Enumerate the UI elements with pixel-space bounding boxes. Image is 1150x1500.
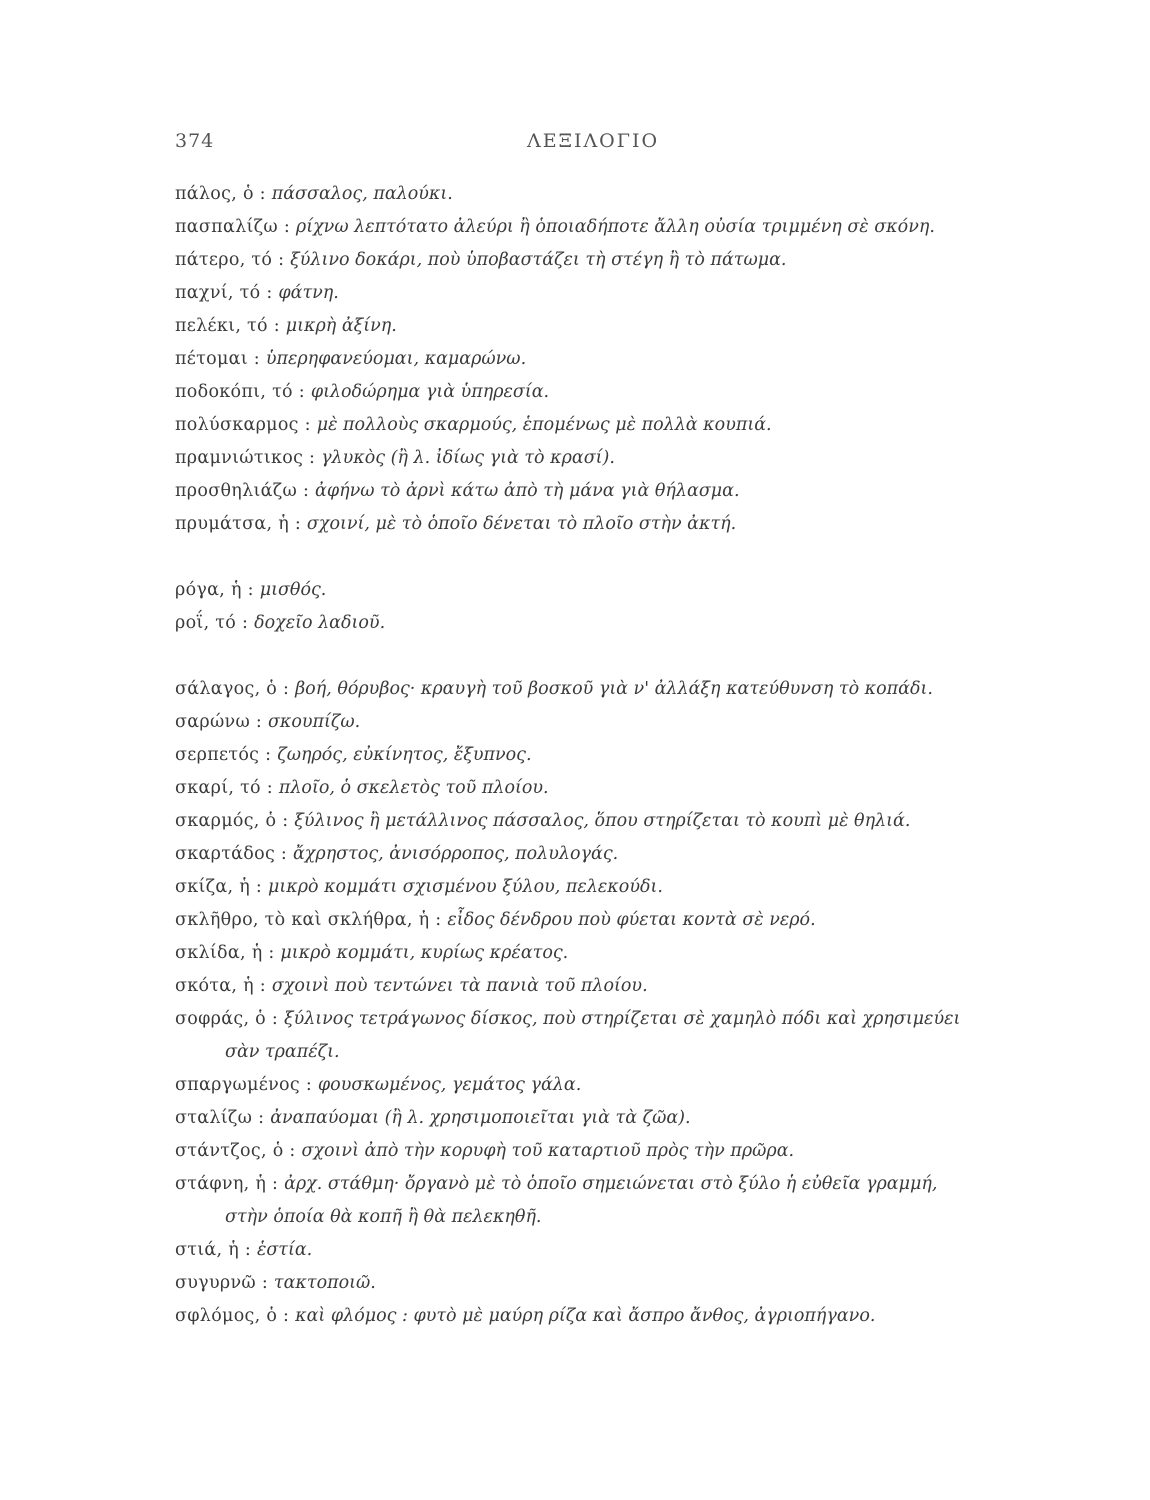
entry-definition: σχοινί, μὲ τὸ ὁποῖο δένεται τὸ πλοῖο στὴν ἀκτή. [306,514,737,534]
glossary-entry [175,442,1055,475]
entry-definition: πάσσαλος, παλούκι. [271,184,453,204]
entry-headword: πέτομαι : [175,349,266,369]
glossary-entry [175,1135,1055,1168]
entry-headword: ρόγα, ἡ : [175,580,260,600]
entry-headword: σφλόμος, ὁ : [175,1306,296,1326]
glossary-entry [175,904,1055,937]
entry-definition: σκουπίζω. [267,712,361,732]
entry-headword: ποδοκόπι, τό : [175,382,311,402]
entry-definition: μισθός. [259,580,327,600]
glossary-entry [175,475,1055,508]
entry-headword: πάλος, ὁ : [175,184,272,204]
glossary-entry [175,1234,1055,1267]
entry-headword: στάντζος, ὁ : [175,1141,302,1161]
entry-headword: σοφράς, ὁ : [175,1009,284,1029]
entry-headword: συγυρνῶ : [175,1273,274,1293]
entry-definition: ξύλινος ἢ μετάλλινος πάσσαλος, ὅπου στηρίζεται τὸ κουπὶ μὲ θηλιά. [294,811,911,831]
entry-headword: σκλίδα, ἡ : [175,943,281,963]
glossary-entry [175,1300,1055,1333]
glossary-entry [175,706,1055,739]
entry-definition: μὲ πολλοὺς σκαρμούς, ἑπομένως μὲ πολλὰ κουπιά. [316,415,772,435]
glossary-entry [175,937,1055,970]
entry-definition-continuation: σὰν τραπέζι. [225,1042,340,1062]
entry-headword: σκαρί, τό : [175,778,279,798]
entry-definition: τακτοποιῶ. [273,1273,376,1293]
glossary-entry [175,310,1055,343]
glossary-entry [175,871,1055,904]
entry-definition: ξύλινος τετράγωνος δίσκος, ποὺ στηρίζεται σὲ χαμηλὸ πόδι καὶ χρησιμεύει [283,1009,961,1029]
entry-headword: σκαρμός, ὁ : [175,811,295,831]
entry-headword: σκλῆθρο, τὸ καὶ σκλήθρα, ἡ : [175,910,448,930]
entry-definition-continuation: στὴν ὁποία θὰ κοπῆ ἢ θὰ πελεκηθῆ. [225,1207,542,1227]
entry-headword: παχνί, τό : [175,283,279,303]
glossary-entry [175,178,1055,211]
glossary-entry [175,1102,1055,1135]
glossary-entry [175,343,1055,376]
glossary-entry [175,277,1055,310]
entry-definition: σχοινὶ ποὺ τεντώνει τὰ πανιὰ τοῦ πλοίου. [271,976,648,996]
glossary-entry [175,607,1055,640]
glossary-entry [175,409,1055,442]
entry-definition: ἀρχ. στάθμη· ὄργανὸ μὲ τὸ ὁποῖο σημειώνεται στὸ ξύλο ἡ εὐθεῖα γραμμή, [284,1174,938,1194]
entry-headword: σκίζα, ἡ : [175,877,268,897]
entry-headword: σαρώνω : [175,712,268,732]
entry-definition: φουσκωμένος, γεμάτος γάλα. [317,1075,582,1095]
running-title: ΛΕΞΙΛΟΓΙΟ [527,130,660,152]
entry-headword: πρυμάτσα, ἡ : [175,514,307,534]
entry-definition: γλυκὸς (ἢ λ. ἰδίως γιὰ τὸ κρασί). [321,448,615,468]
glossary-entry [175,772,1055,805]
entry-definition: ἑστία. [256,1240,313,1260]
glossary-entry [175,244,1055,277]
entry-headword: σκότα, ἡ : [175,976,272,996]
glossary-entry [175,673,1055,706]
entry-headword: σκαρτάδος : [175,844,293,864]
entry-definition: ρίχνω λεπτότατο ἀλεύρι ἢ ὁποιαδήποτε ἄλλη οὐσία τριμμένη σὲ σκόνη. [295,217,935,237]
glossary-entry [175,574,1055,607]
entry-definition: φάτνη. [278,283,339,303]
entry-definition: φιλοδώρημα γιὰ ὑπηρεσία. [310,382,550,402]
glossary-entry [175,1267,1055,1300]
entry-headword: ροΐ, τό : [175,613,255,633]
entry-headword: πασπαλίζω : [175,217,296,237]
entry-headword: προσθηλιάζω : [175,481,316,501]
entry-definition: ξύλινο δοκάρι, ποὺ ὑποβαστάζει τὴ στέγη ἢ τὸ πάτωμα. [290,250,787,270]
glossary-entries [175,178,1055,1333]
glossary-entry [175,508,1055,541]
entry-headword: πάτερο, τό : [175,250,291,270]
entry-headword: σταλίζω : [175,1108,271,1128]
entry-headword: πελέκι, τό : [175,316,286,336]
entry-headword: στάφνη, ἡ : [175,1174,285,1194]
entry-headword: πραμνιώτικος : [175,448,322,468]
entry-definition: βοή, θόρυβος· κραυγὴ τοῦ βοσκοῦ γιὰ ν' ἀλλάξη κατεύθυνση τὸ κοπάδι. [295,679,933,699]
entry-definition: μικρὸ κομμάτι, κυρίως κρέατος. [280,943,569,963]
entry-headword: σπαργωμένος : [175,1075,318,1095]
entry-definition: ὑπερηφανεύομαι, καμαρώνω. [265,349,527,369]
entry-definition: μικρὸ κομμάτι σχισμένου ξύλου, πελεκούδι. [267,877,663,897]
page-number: 374 [175,130,215,152]
entry-headword: στιά, ἡ : [175,1240,257,1260]
glossary-entry [175,739,1055,772]
glossary-entry [175,838,1055,871]
entry-headword: σερπετός : [175,745,278,765]
page-header [175,130,975,160]
entry-definition: δοχεῖο λαδιοῦ. [254,613,386,633]
entry-definition: εἶδος δένδρου ποὺ φύεται κοντὰ σὲ νερό. [447,910,816,930]
entry-definition: σχοινὶ ἀπὸ τὴν κορυφὴ τοῦ καταρτιοῦ πρὸς τὴν πρῶρα. [301,1141,795,1161]
entry-definition: ζωηρός, εὐκίνητος, ἔξυπνος. [277,745,532,765]
glossary-entry [175,805,1055,838]
entry-headword: πολύσκαρμος : [175,415,317,435]
glossary-entry [175,1003,1055,1069]
glossary-entry [175,1069,1055,1102]
entry-definition: ἀφήνω τὸ ἀρνὶ κάτω ἀπὸ τὴ μάνα γιὰ θήλασμα. [315,481,740,501]
glossary-entry [175,376,1055,409]
entry-definition: καὶ φλόμος : φυτὸ μὲ μαύρη ρίζα καὶ ἄσπρο ἄνθος, ἀγριοπήγανο. [295,1306,876,1326]
glossary-entry [175,211,1055,244]
glossary-entry [175,1168,1055,1234]
glossary-entry [175,970,1055,1003]
entry-definition: πλοῖο, ὁ σκελετὸς τοῦ πλοίου. [278,778,549,798]
entry-definition: ἄχρηστος, ἀνισόρροπος, πολυλογάς. [292,844,619,864]
entry-definition: ἀναπαύομαι (ἢ λ. χρησιμοποιεῖται γιὰ τὰ ζῶα). [270,1108,691,1128]
entry-headword: σάλαγος, ὁ : [175,679,296,699]
entry-definition: μικρὴ ἀξίνη. [285,316,397,336]
